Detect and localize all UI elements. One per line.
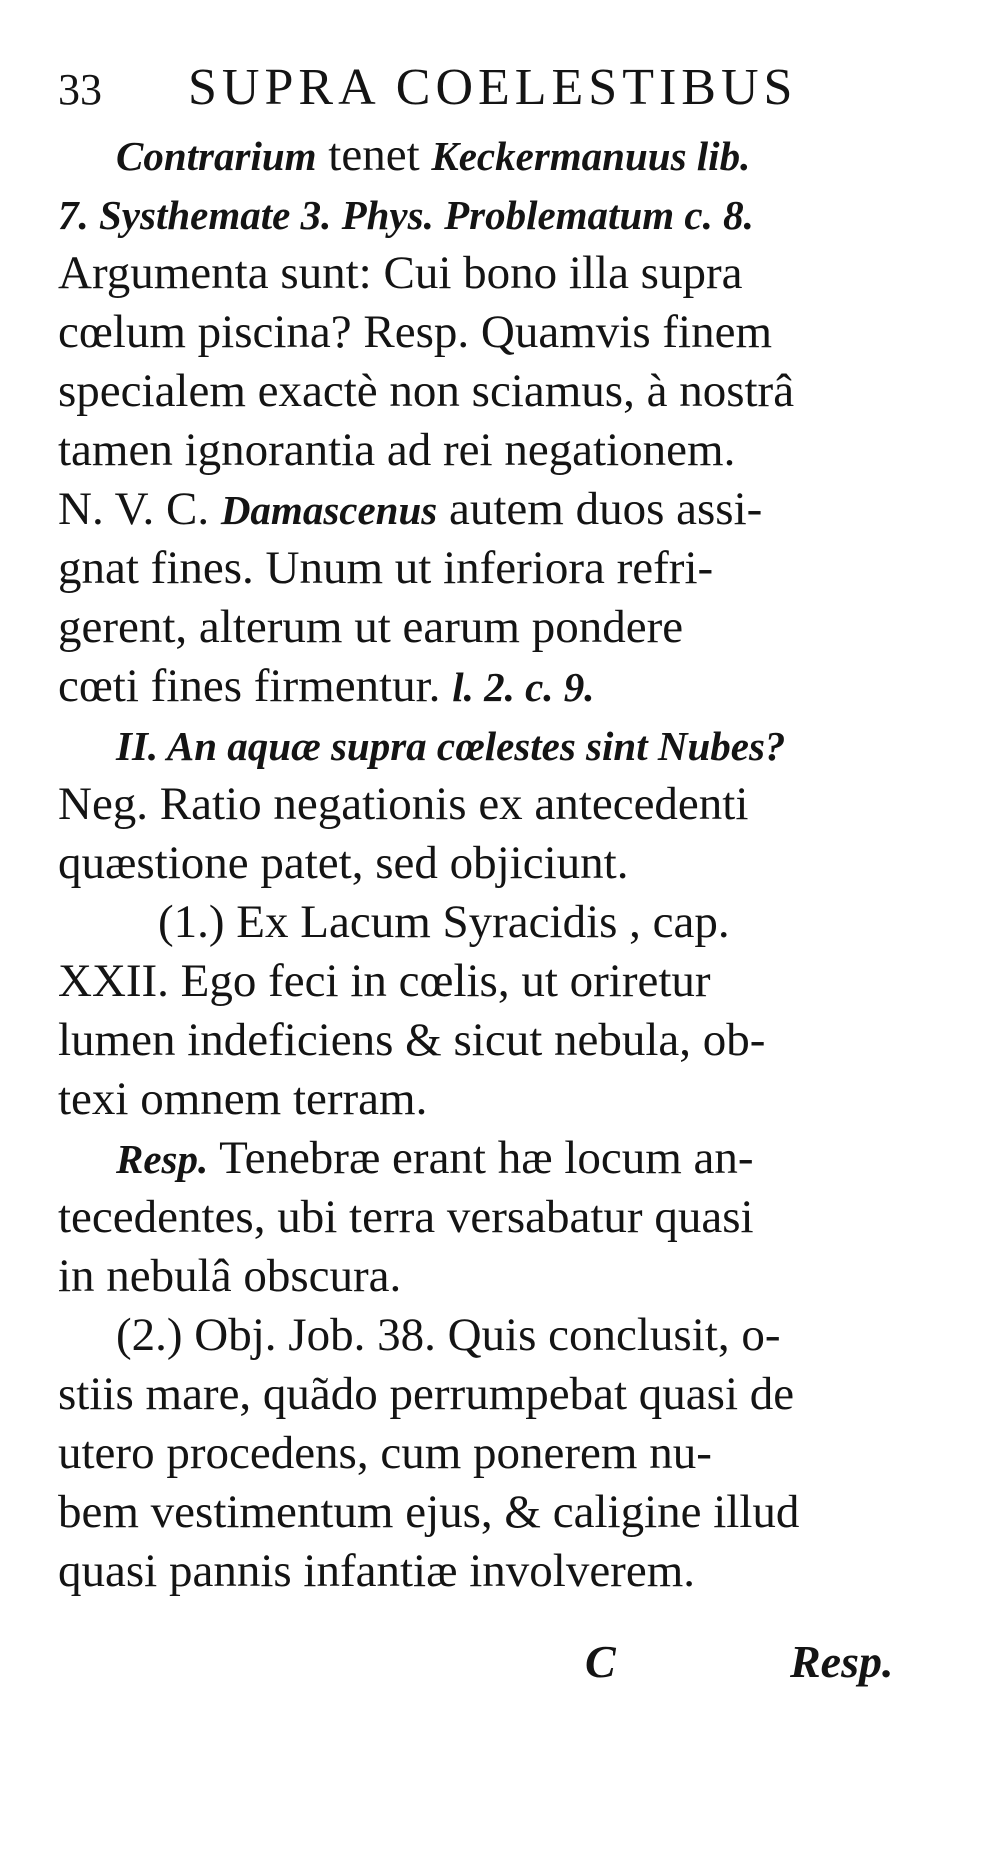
- italic-segment: Damascenus: [220, 487, 438, 533]
- text-line: [58, 952, 898, 1011]
- text-line: [58, 126, 898, 185]
- text-segment: lumen indeficiens & sicut nebula, ob-: [58, 1014, 766, 1066]
- text-segment: Tenebræ erant hæ locum an-: [208, 1132, 754, 1184]
- text-segment: Argumenta sunt: Cui bono illa supra: [58, 247, 743, 299]
- text-segment: utero procedens, cum ponerem nu-: [58, 1427, 712, 1479]
- text-segment: Neg. Ratio negationis ex antecedenti: [58, 778, 749, 830]
- text-segment: stiis mare, quãdo perrumpebat quasi de: [58, 1368, 795, 1420]
- text-segment: gerent, alterum ut earum pondere: [58, 601, 684, 653]
- text-line: [58, 421, 898, 480]
- italic-segment: Contrarium: [116, 133, 317, 179]
- italic-segment: 7. Systhemate 3. Phys. Problematum c. 8.: [58, 192, 754, 238]
- text-line: [58, 480, 898, 539]
- text-line: [58, 775, 898, 834]
- text-line: [58, 539, 898, 598]
- text-line: [58, 893, 898, 952]
- signature-mark: C: [585, 1636, 616, 1687]
- text-segment: cœlum piscina? Resp. Quamvis finem: [58, 306, 772, 358]
- text-line: [58, 362, 898, 421]
- text-segment: (2.) Obj. Job. 38. Quis conclusit, o-: [116, 1309, 781, 1361]
- text-segment: (1.) Ex Lacum Syracidis , cap.: [158, 896, 730, 948]
- text-segment: gnat fines. Unum ut inferiora refri-: [58, 542, 714, 594]
- text-line: [58, 1306, 898, 1365]
- text-line: [58, 244, 898, 303]
- text-line: [58, 185, 898, 244]
- text-line: [58, 598, 898, 657]
- text-line: [58, 1188, 898, 1247]
- page-header: [58, 58, 898, 128]
- italic-segment: l. 2. c. 9.: [452, 664, 595, 710]
- text-line: [58, 1129, 898, 1188]
- text-line: [58, 657, 898, 716]
- catchword: Resp.: [790, 1636, 894, 1687]
- text-segment: tamen ignorantia ad rei negationem.: [58, 424, 736, 476]
- text-segment: N. V. C.: [58, 483, 221, 535]
- text-segment: quæstione patet, sed objiciunt.: [58, 837, 629, 889]
- text-line: [58, 716, 898, 775]
- text-segment: tecedentes, ubi terra versabatur quasi: [58, 1191, 754, 1243]
- text-line: [58, 1424, 898, 1483]
- text-segment: XXII. Ego feci in cœlis, ut oriretur: [58, 955, 711, 1007]
- text-line: [58, 1011, 898, 1070]
- text-segment: cœti fines firmentur.: [58, 660, 453, 712]
- text-line: [58, 1070, 898, 1129]
- text-segment: tenet: [316, 129, 432, 181]
- text-line: [58, 1542, 898, 1601]
- italic-segment: Keckermanuus lib.: [431, 133, 751, 179]
- text-line: [58, 1365, 898, 1424]
- italic-segment: II. An aquæ supra cœlestes sint Nubes?: [116, 723, 786, 769]
- text-segment: bem vestimentum ejus, & caligine illud: [58, 1486, 800, 1538]
- text-line: [58, 834, 898, 893]
- text-line: [58, 1483, 898, 1542]
- running-title: SUPRA COELESTIBUS: [188, 59, 798, 116]
- text-segment: autem duos assi-: [437, 483, 763, 535]
- body-text: [58, 126, 898, 1601]
- text-line: [58, 1247, 898, 1306]
- text-segment: in nebulâ obscura.: [58, 1250, 402, 1302]
- italic-segment: Resp.: [116, 1136, 209, 1182]
- page-footer: [0, 1635, 1000, 1705]
- text-segment: quasi pannis infantiæ involverem.: [58, 1545, 696, 1597]
- text-line: [58, 303, 898, 362]
- text-segment: texi omnem terram.: [58, 1073, 428, 1125]
- text-segment: specialem exactè non sciamus, à nostrâ: [58, 365, 795, 417]
- page-number: 33: [58, 65, 102, 114]
